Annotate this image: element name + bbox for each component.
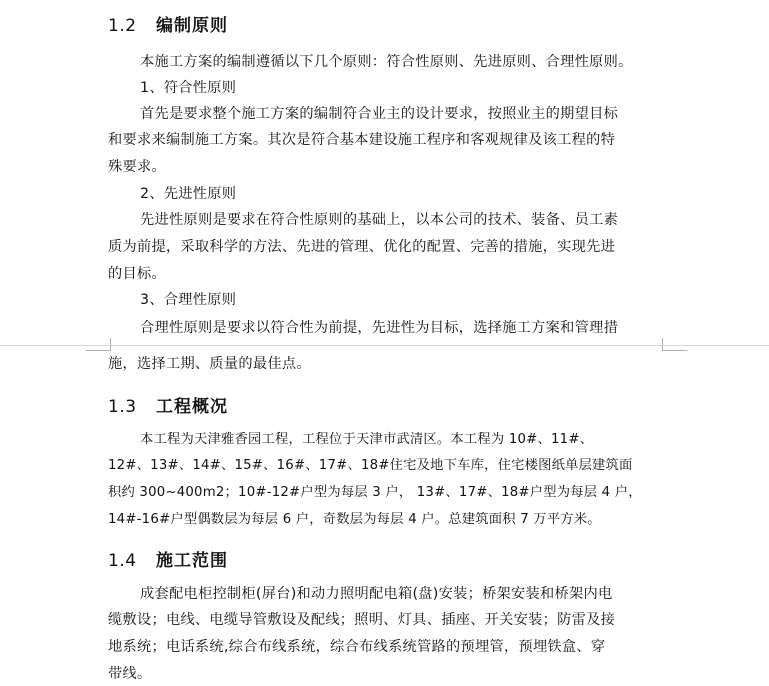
paragraph-line: 施，选择工期、质量的最佳点。 [108,356,311,372]
heading-number: 1.3 [108,397,137,417]
crop-mark-right [662,338,687,351]
heading-title: 施工范围 [156,551,228,571]
paragraph-line: 地系统；电话系统,综合布线系统，综合布线系统管路的预埋管，预埋铁盒、穿 [108,639,606,655]
paragraph-line: 本施工方案的编制遵循以下几个原则：符合性原则、先进原则、合理性原则。 [140,54,633,70]
paragraph-line: 先进性原则是要求在符合性原则的基础上，以本公司的技术、装备、员工素 [140,212,619,228]
heading-1-2 [108,11,228,36]
paragraph-line: 积约 300~400m2；10#-12#户型为每层 3 户， 13#、17#、18#户型为每层 4 户， [108,485,642,500]
paragraph-line: 首先是要求整个施工方案的编制符合业主的设计要求，按照业主的期望目标 [140,106,619,122]
paragraph-line: 殊要求。 [108,159,166,175]
paragraph-line: 的目标。 [108,266,166,282]
paragraph-line: 带线。 [108,666,152,682]
paragraph-line: 14#-16#户型偶数层为每层 6 户，奇数层为每层 4 户。总建筑面积 7 万平方米。 [108,512,601,527]
paragraph-line: 质为前提，采取科学的方法、先进的管理、优化的配置、完善的措施，实现先进 [108,239,616,255]
paragraph-line: 合理性原则是要求以符合性为前提，先进性为目标，选择施工方案和管理措 [140,320,619,336]
heading-title: 工程概况 [156,397,228,417]
heading-title: 编制原则 [156,16,228,36]
heading-1-4 [108,546,228,571]
subheading-rationality: 3、合理性原则 [140,292,237,308]
heading-1-3 [108,392,228,417]
crop-mark-left [86,338,111,351]
heading-number: 1.2 [108,16,137,36]
paragraph-line: 缆敷设；电线、电缆导管敷设及配线；照明、灯具、插座、开关安装；防雷及接 [108,612,616,628]
subheading-conformity: 1、符合性原则 [140,80,237,96]
page-break-line [0,345,769,346]
paragraph-line: 本工程为天津雅香园工程，工程位于天津市武清区。本工程为 10#、11#、 [140,432,594,447]
subheading-advanced: 2、先进性原则 [140,186,237,202]
heading-number: 1.4 [108,551,137,571]
paragraph-line: 和要求来编制施工方案。其次是符合基本建设施工程序和客观规律及该工程的特 [108,132,616,148]
paragraph-line: 成套配电柜控制柜(屏台)和动力照明配电箱(盘)安装；桥架安装和桥架内电 [140,586,613,602]
paragraph-line: 12#、13#、14#、15#、16#、17#、18#住宅及地下车库，住宅楼图纸单层建筑面 [108,458,633,473]
